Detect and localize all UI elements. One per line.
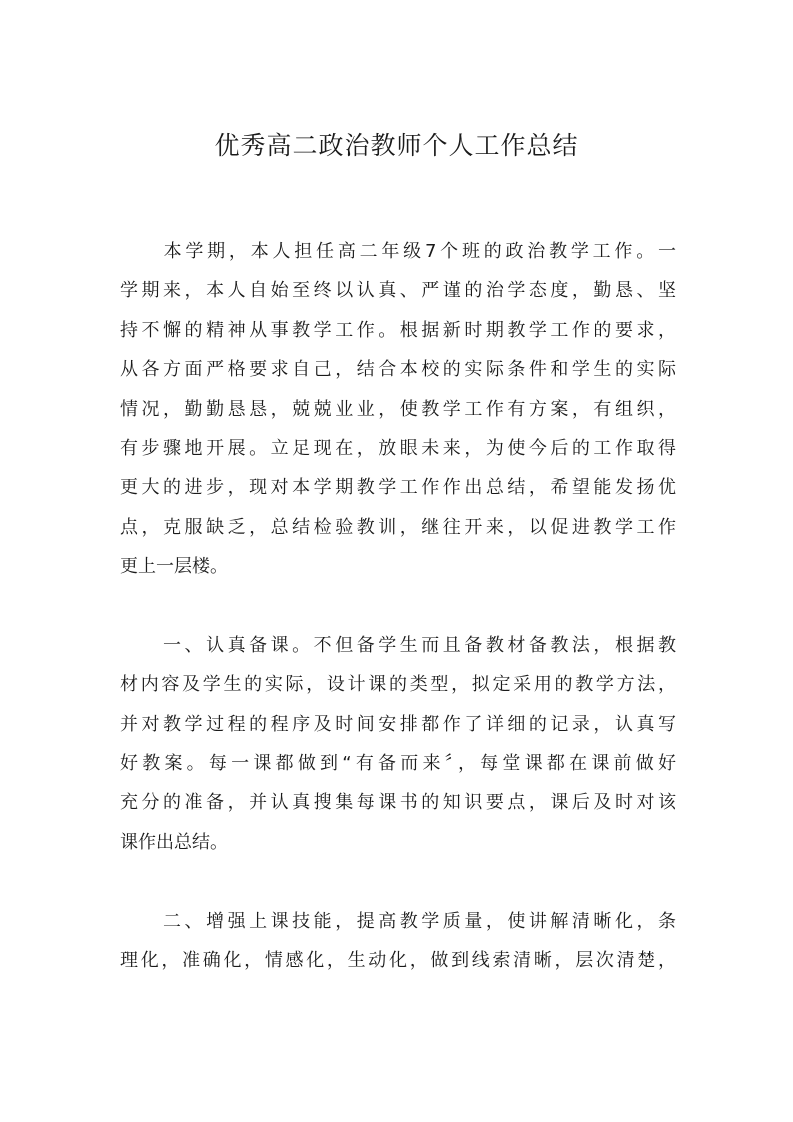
text-line: 并对教学过程的程序及时间安排都作了详细的记录，认真写 xyxy=(120,713,676,735)
text-line: 情况，勤勤恳恳，兢兢业业，使教学工作有方案，有组织， xyxy=(120,398,676,420)
document-title: 优秀高二政治教师个人工作总结 xyxy=(214,131,579,160)
text-line: 更大的进步，现对本学期教学工作作出总结，希望能发扬优 xyxy=(120,477,676,499)
text-line: 课作出总结。 xyxy=(120,831,228,853)
text-line: 材内容及学生的实际，设计课的类型，拟定采用的教学方法， xyxy=(120,674,676,696)
paragraph xyxy=(120,626,676,862)
text-line: 更上一层楼。 xyxy=(120,556,228,578)
text-line: 二、增强上课技能，提高教学质量，使讲解清晰化，条 xyxy=(120,910,676,932)
text-line: 学期来，本人自始至终以认真、严谨的治学态度，勤恳、坚 xyxy=(120,280,676,302)
document-body xyxy=(120,232,676,980)
text-line: 充分的准备，并认真搜集每课书的知识要点，课后及时对该 xyxy=(120,792,676,814)
text-line: 本学期，本人担任高二年级7个班的政治教学工作。一 xyxy=(120,241,676,262)
text-line: 持不懈的精神从事教学工作。根据新时期教学工作的要求， xyxy=(120,319,676,341)
paragraph-gap xyxy=(120,587,676,626)
text-line: 理化，准确化，情感化，生动化，做到线索清晰，层次清楚， xyxy=(120,950,676,972)
paragraph-gap xyxy=(120,862,676,901)
text-line: 一、认真备课。不但备学生而且备教材备教法，根据教 xyxy=(120,634,676,656)
text-line: 好教案。每一课都做到“有备而来〞，每堂课都在课前做好 xyxy=(120,753,676,775)
text-line: 有步骤地开展。立足现在，放眼未来，为使今后的工作取得 xyxy=(120,437,676,459)
text-line: 点，克服缺乏，总结检验教训，继往开来，以促进教学工作 xyxy=(120,516,676,538)
paragraph xyxy=(120,232,676,587)
paragraph xyxy=(120,902,676,981)
text-line: 从各方面严格要求自己，结合本校的实际条件和学生的实际 xyxy=(120,359,676,381)
